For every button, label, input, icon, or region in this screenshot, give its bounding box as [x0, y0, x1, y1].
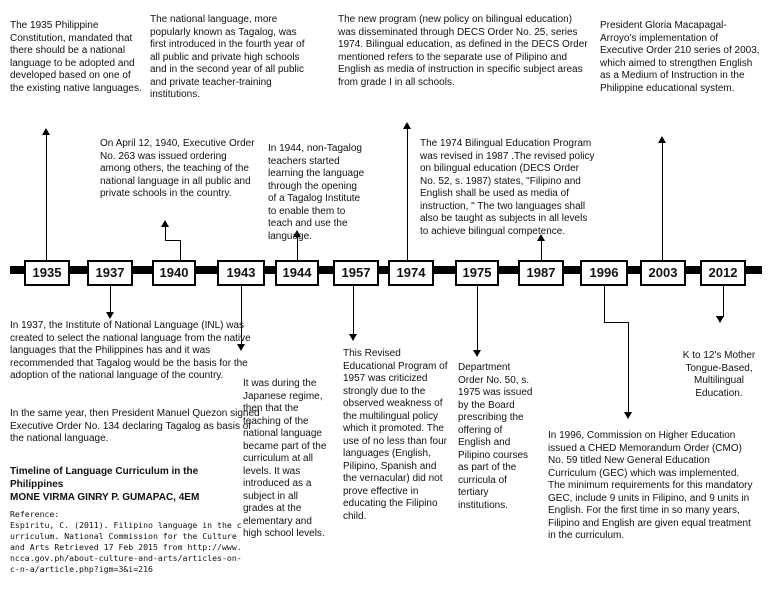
- connector-1975: [477, 286, 478, 350]
- year-box-1943: 1943: [217, 260, 265, 286]
- connector-1996: [604, 286, 605, 322]
- poster-author: MONE VIRMA GINRY P. GUMAPAC, 4EM: [10, 492, 200, 503]
- connector-1940-b: [165, 240, 181, 241]
- year-box-1935: 1935: [24, 260, 70, 286]
- event-1937-text-a: In 1937, the Institute of National Language (INL) was created to select the national language from the native languages that the Philippines has and it was recommended that Tagalog would be the basis for the adoption of the national language of the country.: [10, 320, 251, 381]
- arrow-2012: [716, 316, 724, 323]
- connector-1996-b: [628, 322, 629, 412]
- event-1935-text: The 1935 Philippine Constitution, mandated that there should be a national language to be adopted and developed based on one of the existing native languages.: [10, 20, 142, 94]
- event-1940-text: On April 12, 1940, Executive Order No. 263 was issued ordering among others, the teaching of the national language in all public and private schools in the country.: [100, 138, 255, 199]
- connector-1935: [46, 132, 47, 260]
- arrow-1940: [161, 220, 169, 227]
- connector-1937: [110, 286, 111, 312]
- connector-2012: [723, 286, 724, 316]
- arrow-2003: [658, 136, 666, 143]
- year-box-1937: 1937: [87, 260, 133, 286]
- event-1937-text-b: In the same year, then President Manuel Quezon signed Executive Order No. 134 declaring Tagalog as basis of the national language.: [10, 408, 260, 444]
- arrow-1974: [403, 122, 411, 129]
- year-box-1974: 1974: [388, 260, 434, 286]
- year-box-1975: 1975: [455, 260, 499, 286]
- year-box-1957: 1957: [333, 260, 379, 286]
- event-1957-text: This Revised Educational Program of 1957 was criticized strongly due to the observed weakness of the multilingual policy which it promoted. The use of no less than four languages (English, Pilipino, Spanish and the vernacular) did not prove effective in educating the Filipino child.: [343, 348, 448, 522]
- year-box-1944: 1944: [275, 260, 319, 286]
- arrow-1937: [106, 312, 114, 319]
- year-box-2012: 2012: [700, 260, 746, 286]
- year-box-2003: 2003: [640, 260, 686, 286]
- connector-1987: [541, 238, 542, 260]
- year-box-1940: 1940: [152, 260, 196, 286]
- poster-title: Timeline of Language Curriculum in the Philippines: [10, 466, 199, 490]
- arrow-1996: [624, 412, 632, 419]
- event-1975-text: Department Order No. 50, s. 1975 was issued by the Board prescribing the offering of English and Pilipino courses as part of the curricula of tertiary institutions.: [458, 362, 533, 511]
- year-box-1987: 1987: [518, 260, 564, 286]
- connector-1996-h: [604, 322, 628, 323]
- year-box-1996: 1996: [580, 260, 628, 286]
- connector-2003: [662, 140, 663, 260]
- event-1944-text: In 1944, non-Tagalog teachers started learning the language through the opening of a Tagalog Institute to enable them to teach and use the language.: [268, 143, 365, 242]
- connector-1940-c: [165, 226, 166, 240]
- event-2012-text: K to 12's Mother Tongue-Based, Multilingual Education.: [682, 350, 756, 399]
- arrow-1957: [349, 334, 357, 341]
- connector-1974: [407, 126, 408, 260]
- event-1974-text: The new program (new policy on bilingual education) was disseminated through DECS Order No. 25, series 1974. Bilingual education, as defined in the DECS Order mentioned refers to the separate use of Pilipino and English as media of instruction in specific subject areas from grade I in all schools.: [338, 14, 588, 88]
- arrow-1975: [473, 350, 481, 357]
- connector-1940-a: [180, 240, 181, 260]
- reference-text: Espiritu, C. (2011). Filipino language in the curriculum. National Commission for the Culture and Arts Retrieved 17 Feb 2015 from http://www.ncca.gov.ph/about-culture-and-arts/articles-on-c-n-a/article.php?igm=3&i=216: [10, 520, 242, 574]
- event-1996-text: In 1996, Commission on Higher Education issued a CHED Memorandum Order (CMO) No. 59 titled New General Education Curriculum (GEC) which was implemented. The minimum requirements for this mandatory GEC, include 9 units in Filipino, and 9 units in English. For the first time in so many years, Filipino and English are given equal treatment in the curriculum.: [548, 430, 753, 541]
- arrow-1935: [42, 128, 50, 135]
- event-2003-text: President Gloria Macapagal-Arroyo's implementation of Executive Order 210 series of 2003, which aimed to strengthen English as a Medium of Instruction in the Philippine educational system.: [600, 20, 760, 94]
- connector-1957: [353, 286, 354, 334]
- reference-label: Reference:: [10, 509, 60, 519]
- event-tagalog-intro-text: The national language, more popularly known as Tagalog, was first introduced in the fourth year of all public and private high schools and in the second year of all public and private teacher-training institutions.: [150, 14, 305, 100]
- event-1987-text: The 1974 Bilingual Education Program was revised in 1987 .The revised policy on bilingual education (DECS Order No. 52, s. 1987) states, "Filipino and English shall be used as media of instruction, " The two languages shall also be taught as subjects in all levels to achieve bilingual competence.: [420, 138, 595, 237]
- event-1943-text: It was during the Japanese regime, then that the teaching of the national language became part of the curriculum at all levels. It was introduced as a subject in all grades at the elementary and high school levels.: [243, 378, 327, 539]
